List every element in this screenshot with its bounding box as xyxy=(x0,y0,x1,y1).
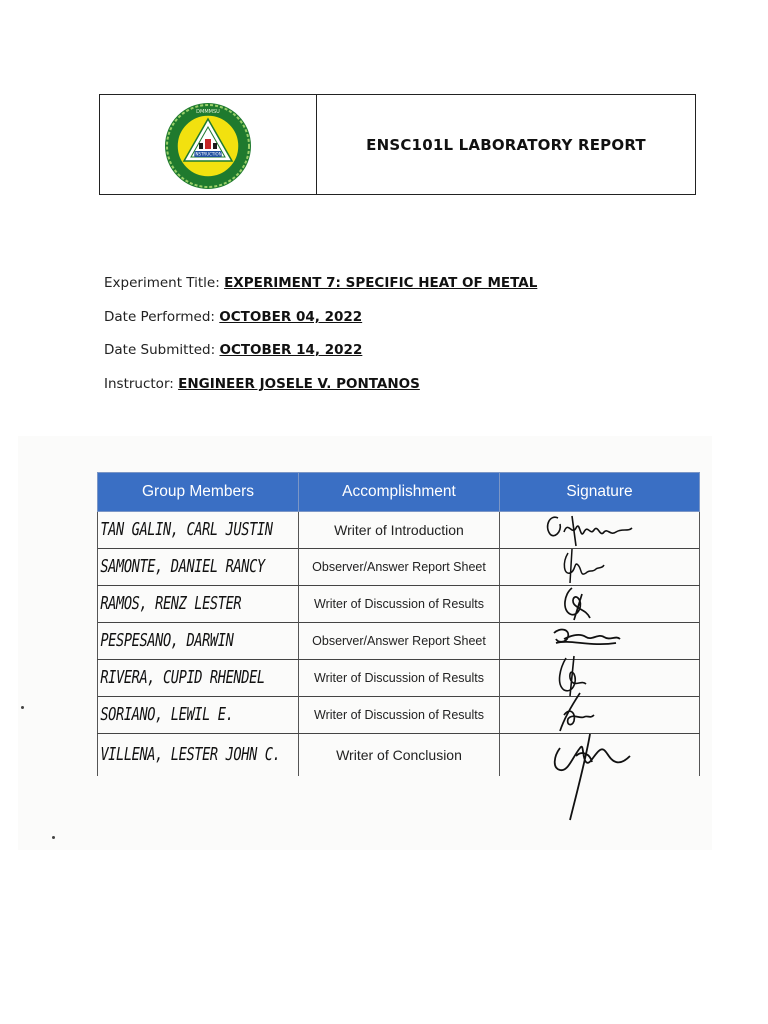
date-performed-line xyxy=(104,309,362,325)
experiment-title-line xyxy=(104,275,537,291)
accomplishment-cell xyxy=(299,697,500,734)
experiment-title-value: EXPERIMENT 7: SPECIFIC HEAT OF METAL xyxy=(224,275,538,291)
report-header xyxy=(99,94,696,195)
header-signature: Signature xyxy=(500,473,700,512)
accomplishment-text: Writer of Introduction xyxy=(334,522,464,538)
accomplishment-text: Observer/Answer Report Sheet xyxy=(312,634,486,648)
experiment-title-label: Experiment Title: xyxy=(104,275,220,291)
report-title: ENSC101L LABORATORY REPORT xyxy=(366,135,646,154)
instructor-value: ENGINEER JOSELE V. PONTANOS xyxy=(178,376,420,392)
date-submitted-value: OCTOBER 14, 2022 xyxy=(219,342,363,358)
university-seal-logo xyxy=(163,101,253,191)
member-name-cell xyxy=(98,623,299,660)
accomplishment-text: Writer of Discussion of Results xyxy=(314,671,484,685)
instructor-label: Instructor: xyxy=(104,376,174,392)
accomplishment-text: Observer/Answer Report Sheet xyxy=(312,560,486,574)
accomplishment-text: Writer of Discussion of Results xyxy=(314,708,484,722)
member-name-cell xyxy=(98,586,299,623)
member-name: PESPESANO, DARWIN xyxy=(100,631,234,651)
accomplishment-cell xyxy=(299,586,500,623)
header-accomplishment: Accomplishment xyxy=(299,473,500,512)
accomplishment-cell xyxy=(299,549,500,586)
member-name-cell xyxy=(98,549,299,586)
svg-text:DMMMSU: DMMMSU xyxy=(196,109,220,115)
member-name: RAMOS, RENZ LESTER xyxy=(100,594,242,614)
member-name-cell xyxy=(98,512,299,549)
scan-speck xyxy=(52,836,55,839)
date-performed-label: Date Performed: xyxy=(104,309,215,325)
member-name: SAMONTE, DANIEL RANCY xyxy=(100,557,265,577)
instructor-line xyxy=(104,376,420,392)
svg-text:INSTRUCTION: INSTRUCTION xyxy=(194,151,222,157)
table-row xyxy=(98,734,700,777)
member-name: RIVERA, CUPID RHENDEL xyxy=(100,668,265,688)
accomplishment-cell xyxy=(299,734,500,777)
accomplishment-cell xyxy=(299,660,500,697)
accomplishment-text: Writer of Conclusion xyxy=(336,747,462,763)
header-group-members: Group Members xyxy=(98,473,299,512)
member-name: TAN GALIN, CARL JUSTIN xyxy=(100,520,273,540)
member-name-cell xyxy=(98,734,299,777)
signature-cell xyxy=(500,734,700,777)
accomplishment-cell xyxy=(299,512,500,549)
scan-speck xyxy=(21,706,24,709)
logo-cell xyxy=(100,95,317,194)
date-submitted-line xyxy=(104,342,362,358)
member-name: SORIANO, LEWIL E. xyxy=(100,705,234,725)
accomplishment-cell xyxy=(299,623,500,660)
member-name-cell xyxy=(98,660,299,697)
signature-mark xyxy=(520,728,650,824)
group-members-table xyxy=(97,472,700,776)
date-submitted-label: Date Submitted: xyxy=(104,342,216,358)
member-name: VILLENA, LESTER JOHN C. xyxy=(100,745,281,765)
date-performed-value: OCTOBER 04, 2022 xyxy=(219,309,363,325)
accomplishment-text: Writer of Discussion of Results xyxy=(314,597,484,611)
member-name-cell xyxy=(98,697,299,734)
